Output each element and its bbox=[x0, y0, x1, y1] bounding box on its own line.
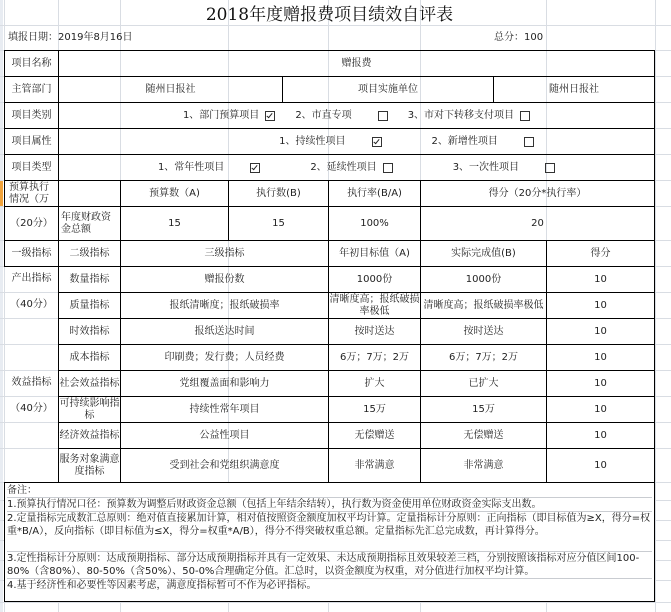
option-label: 1、常年性项目 bbox=[157, 161, 225, 173]
dept-label: 主管部门 bbox=[4, 76, 59, 103]
indicator-actual: 非常满意 bbox=[420, 448, 547, 483]
indicator-level3: 受到社会和党组织满意度 bbox=[120, 448, 329, 483]
attribute-option-1[interactable] bbox=[279, 136, 381, 148]
indicator-target: 6万；7万；2万 bbox=[328, 344, 421, 371]
budget-value-score: 20 bbox=[420, 206, 655, 241]
attribute-label: 项目属性 bbox=[4, 128, 59, 155]
indicator-level2: 时效指标 bbox=[58, 318, 121, 345]
checkbox-checked-icon[interactable] bbox=[250, 163, 260, 173]
indicator-actual: 1000份 bbox=[420, 266, 547, 293]
budget-row-label: 年度财政资金总额 bbox=[58, 206, 121, 241]
selected-row-marker bbox=[0, 180, 3, 206]
indicator-score: 10 bbox=[546, 266, 655, 293]
option-label: 1、部门预算项目 bbox=[182, 109, 260, 121]
indicator-level2: 经济效益指标 bbox=[58, 422, 121, 449]
indicator-level3: 报纸清晰度；报纸破损率 bbox=[120, 292, 329, 319]
budget-blank-cell bbox=[58, 180, 121, 207]
checkbox-empty-icon[interactable] bbox=[524, 137, 534, 147]
indicator-level2: 数量指标 bbox=[58, 266, 121, 293]
dept-value: 随州日报社 bbox=[58, 76, 283, 103]
indicator-level3: 报纸送达时间 bbox=[120, 318, 329, 345]
budget-header-score: 得分（20分*执行率） bbox=[420, 180, 655, 207]
budget-score-label: （20分） bbox=[4, 206, 59, 241]
project-name-value: 赠报费 bbox=[58, 50, 655, 77]
indicator-target: 15万 bbox=[328, 396, 421, 423]
budget-header-a: 预算数（A) bbox=[120, 180, 229, 207]
header-level3: 三级指标 bbox=[120, 240, 329, 267]
group-benefit-score: （40分） bbox=[10, 403, 53, 414]
indicator-score: 10 bbox=[546, 292, 655, 319]
checkbox-checked-icon[interactable] bbox=[372, 137, 382, 147]
indicator-level2: 社会效益指标 bbox=[58, 370, 121, 397]
indicator-target: 非常满意 bbox=[328, 448, 421, 483]
fill-date: 填报日期：2019年8月16日 bbox=[8, 31, 133, 43]
category-options bbox=[58, 102, 655, 129]
budget-value-rate: 100% bbox=[328, 206, 421, 241]
gridline bbox=[0, 602, 671, 603]
checkbox-empty-icon[interactable] bbox=[383, 163, 393, 173]
indicator-level3: 持续性常年项目 bbox=[120, 396, 329, 423]
notes-box bbox=[4, 482, 655, 602]
indicator-actual: 无偿赠送 bbox=[420, 422, 547, 449]
indicator-level3: 公益性项目 bbox=[120, 422, 329, 449]
note-item: 4.基于经济性和必要性等因素考虑，满意度指标暂可不作为必评指标。 bbox=[7, 578, 652, 592]
indicator-target: 按时送达 bbox=[328, 318, 421, 345]
indicator-score: 10 bbox=[546, 370, 655, 397]
indicator-actual: 按时送达 bbox=[420, 318, 547, 345]
indicator-level2: 服务对象满意度指标 bbox=[58, 448, 121, 483]
indicator-level3: 赠报份数 bbox=[120, 266, 329, 293]
group-output-score: （40分） bbox=[10, 299, 53, 310]
option-label: 1、持续性项目 bbox=[279, 135, 346, 147]
total-score: 总分：100 bbox=[494, 31, 544, 43]
indicator-actual: 6万；7万；2万 bbox=[420, 344, 547, 371]
checkbox-empty-icon[interactable] bbox=[378, 111, 388, 121]
checkbox-empty-icon[interactable] bbox=[520, 111, 530, 121]
type-options bbox=[58, 154, 655, 181]
header-actual: 实际完成值(B) bbox=[420, 240, 547, 267]
type-option-3[interactable] bbox=[453, 162, 555, 174]
indicator-score: 10 bbox=[546, 422, 655, 449]
header-level1: 一级指标 bbox=[4, 240, 59, 267]
indicator-score: 10 bbox=[546, 344, 655, 371]
indicator-level2: 可持续影响指标 bbox=[58, 396, 121, 423]
option-label: 2、新增性项目 bbox=[431, 135, 498, 147]
budget-header-rate: 执行率(B/A) bbox=[328, 180, 421, 207]
checkbox-empty-icon[interactable] bbox=[545, 163, 555, 173]
indicator-actual: 清晰度高；报纸破损率极低 bbox=[420, 292, 547, 319]
header-target: 年初目标值（A) bbox=[328, 240, 421, 267]
header-score: 得分 bbox=[546, 240, 655, 267]
indicator-score: 10 bbox=[546, 448, 655, 483]
indicator-target: 清晰度高；报纸破损率极低 bbox=[328, 292, 421, 319]
indicator-level3: 印刷费；发行费；人员经费 bbox=[120, 344, 329, 371]
impl-unit-label: 项目实施单位 bbox=[282, 76, 494, 103]
note-item: 3.定性指标计分原则：达成预期指标、部分达成预期指标并具有一定效果、未达成预期指标且效果较差三档，分别按照该指标对应分值区间100-80%（含80%）、80-50%（含50%）、50-0%合理确定分值。汇总时，以资金额度为权重，对分值进行加权平均计算。 bbox=[7, 551, 652, 578]
group-output-label: 产出指标 bbox=[11, 273, 52, 284]
indicator-score: 10 bbox=[546, 396, 655, 423]
group-benefit-label: 效益指标 bbox=[11, 377, 52, 388]
category-option-2[interactable] bbox=[295, 110, 387, 122]
option-label: 2、延续性项目 bbox=[310, 161, 377, 173]
attribute-options bbox=[58, 128, 655, 155]
option-label: 2、市直专项 bbox=[295, 109, 352, 121]
header-level2: 二级指标 bbox=[58, 240, 121, 267]
attribute-option-2[interactable] bbox=[432, 136, 534, 148]
indicator-level2: 成本指标 bbox=[58, 344, 121, 371]
option-label: 3、市对下转移支付项目 bbox=[407, 109, 515, 121]
note-item: 2.定量指标完成数汇总原则：绝对值直接累加计算，相对值按照资金额度加权平均计算。定量指标计分原则：正向指标（即目标值为≥X，得分=权重*B/A），反向指标（即目标值为≤X，得分=权重*A/B），得分不得突破权重总额。定量指标先汇总完成数，再计算得分。 bbox=[7, 511, 652, 551]
type-option-2[interactable] bbox=[310, 162, 392, 174]
indicator-level2: 质量指标 bbox=[58, 292, 121, 319]
indicator-level3: 党组覆盖面和影响力 bbox=[120, 370, 329, 397]
indicator-target: 无偿赠送 bbox=[328, 422, 421, 449]
indicator-actual: 15万 bbox=[420, 396, 547, 423]
option-label: 3、一次性项目 bbox=[452, 161, 520, 173]
note-item: 1.预算执行情况口径：预算数为调整后财政资金总额（包括上年结余结转），执行数为资金使用单位财政资金实际支出数。 bbox=[7, 497, 652, 511]
budget-value-b: 15 bbox=[228, 206, 329, 241]
project-name-label: 项目名称 bbox=[4, 50, 59, 77]
category-option-1[interactable] bbox=[183, 110, 275, 122]
page-title: 2018年度赠报费项目绩效自评表 bbox=[205, 5, 454, 25]
notes-heading: 备注： bbox=[7, 485, 37, 496]
budget-value-a: 15 bbox=[120, 206, 229, 241]
impl-unit-value: 随州日报社 bbox=[493, 76, 655, 103]
category-label: 项目类别 bbox=[4, 102, 59, 129]
checkbox-checked-icon[interactable] bbox=[265, 111, 275, 121]
budget-header-b: 执行数(B) bbox=[228, 180, 329, 207]
indicator-actual: 已扩大 bbox=[420, 370, 547, 397]
indicator-target: 扩大 bbox=[328, 370, 421, 397]
category-option-3[interactable] bbox=[408, 110, 530, 122]
indicator-score: 10 bbox=[546, 318, 655, 345]
budget-label: 预算执行情况（万 bbox=[4, 180, 59, 207]
type-label: 项目类型 bbox=[4, 154, 59, 181]
type-option-1[interactable] bbox=[158, 162, 260, 174]
indicator-target: 1000份 bbox=[328, 266, 421, 293]
